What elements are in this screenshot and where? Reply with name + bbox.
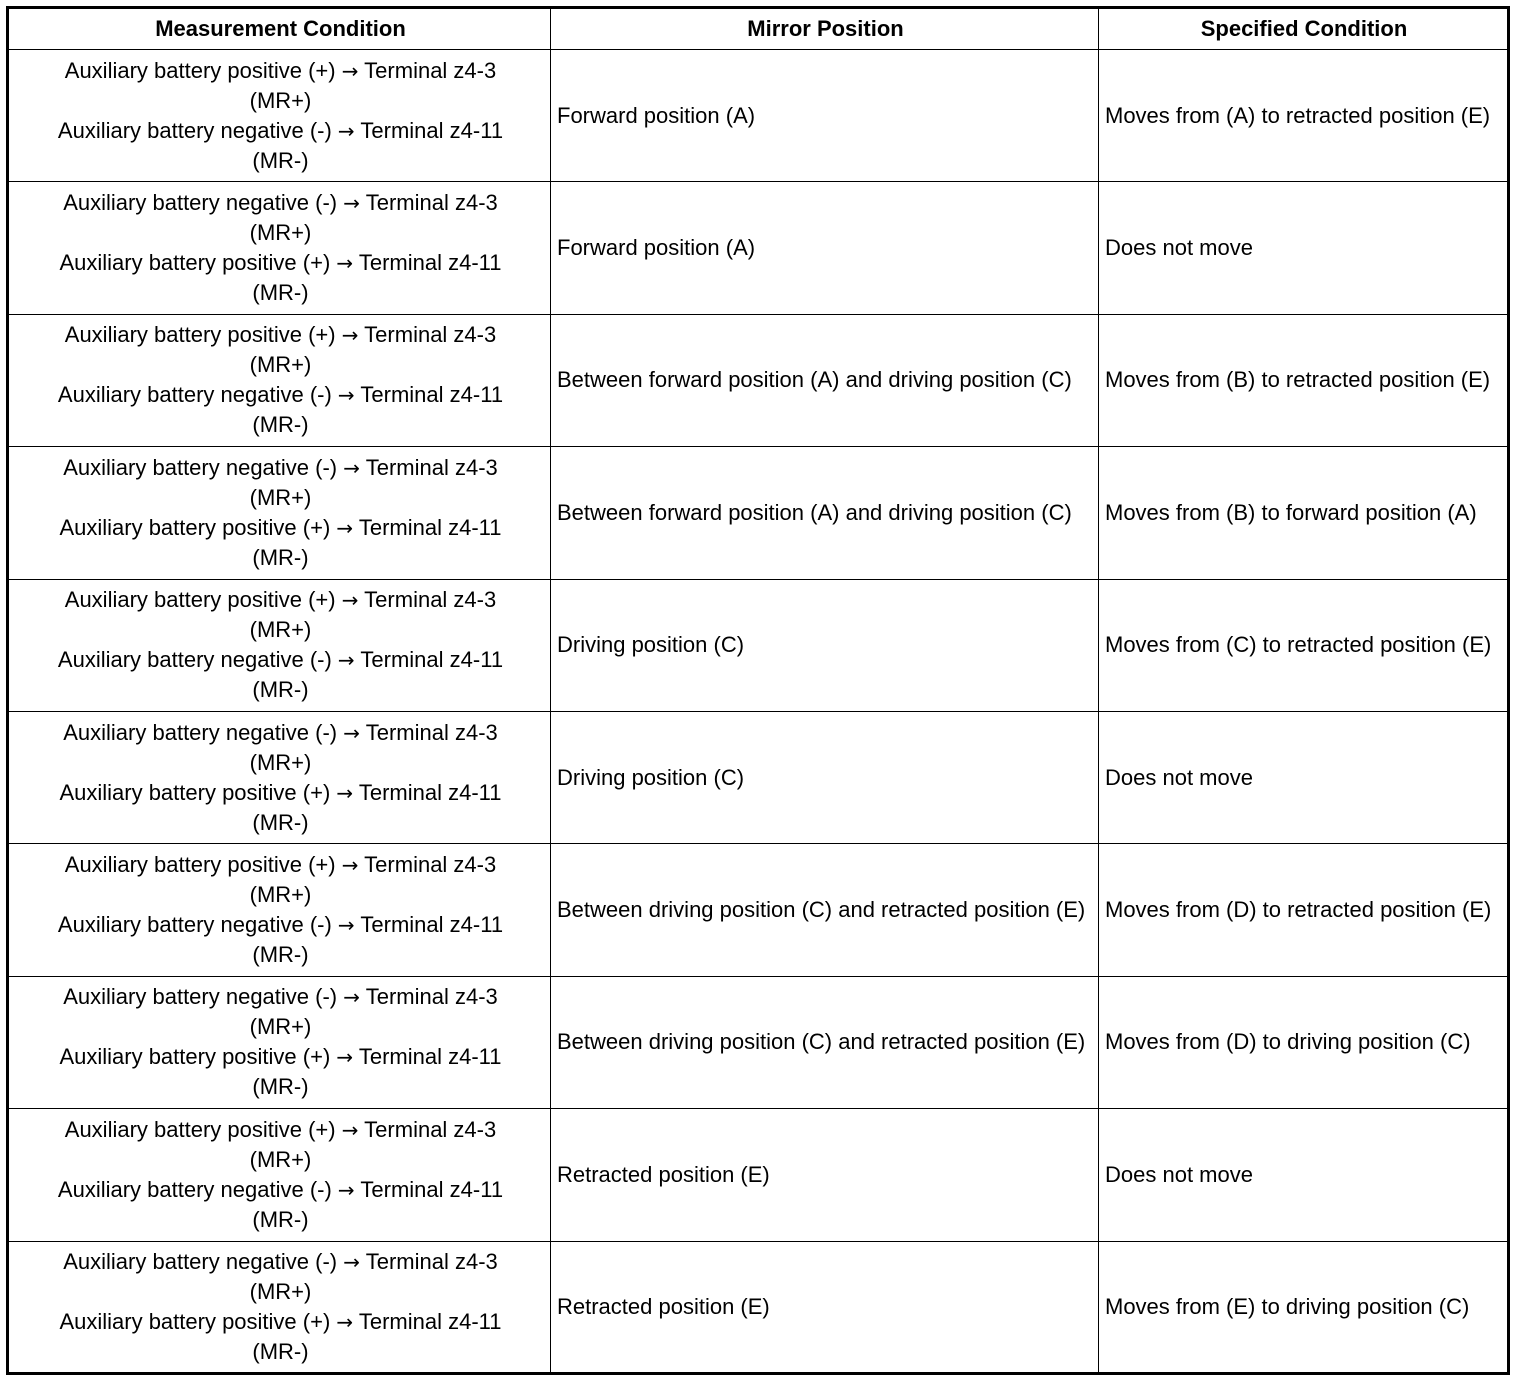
condition-text: Auxiliary battery positive (+) [64,852,342,878]
condition-text: (MR+) [249,484,312,510]
right-arrow-icon: → [341,853,359,878]
condition-line [15,910,546,940]
condition-text: Auxiliary battery negative (-) [63,984,344,1010]
measurement-condition-cell [8,579,551,711]
condition-line [15,1042,546,1072]
specified-condition-cell: Moves from (D) to retracted position (E) [1099,844,1509,976]
measurement-condition-cell [8,976,551,1108]
mirror-position-cell: Driving position (C) [551,579,1099,711]
condition-line [15,1012,546,1042]
right-arrow-icon: → [337,913,355,938]
condition-line [15,982,546,1012]
condition-line [15,278,546,308]
terminal-text: Terminal z4-11 [354,912,504,938]
right-arrow-icon: → [336,1045,354,1070]
condition-text: Auxiliary battery positive (+) [59,779,337,805]
terminal-text: Terminal z4-11 [353,514,502,540]
terminal-text: Terminal z4-3 [360,719,498,745]
condition-text: (MR-) [252,942,309,968]
right-arrow-icon: → [337,648,355,673]
terminal-text: Terminal z4-3 [358,852,497,878]
mirror-position-cell: Retracted position (E) [551,1241,1099,1373]
mirror-position-cell: Forward position (A) [551,50,1099,182]
condition-text: (MR+) [249,1278,312,1304]
condition-text: (MR+) [249,1014,312,1040]
condition-line [15,940,546,970]
condition-line [15,543,546,573]
header-measurement-condition: Measurement Condition [8,8,551,50]
condition-line [15,1205,546,1235]
condition-line [15,1072,546,1102]
right-arrow-icon: → [343,455,360,480]
terminal-text: Terminal z4-11 [353,1044,502,1070]
condition-line [15,1145,546,1175]
condition-line [15,188,546,218]
table-row [8,844,1509,976]
condition-line [15,850,546,880]
right-arrow-icon: → [343,1249,360,1274]
condition-text: Auxiliary battery positive (+) [64,57,342,83]
condition-text: Auxiliary battery negative (-) [57,382,338,408]
condition-text: Auxiliary battery positive (+) [64,587,342,613]
condition-line [15,1175,546,1205]
right-arrow-icon: → [336,251,354,276]
right-arrow-icon: → [337,383,355,408]
table-row [8,314,1509,446]
condition-text: (MR+) [249,352,312,378]
condition-text: Auxiliary battery negative (-) [63,190,344,216]
condition-line [15,1115,546,1145]
right-arrow-icon: → [341,58,359,83]
condition-line [15,116,546,146]
header-row [8,8,1509,50]
condition-text: (MR-) [252,280,309,306]
condition-text: Auxiliary battery negative (-) [57,912,338,938]
condition-text: (MR-) [252,412,309,438]
condition-line [15,380,546,410]
condition-text: Auxiliary battery negative (-) [63,454,344,480]
terminal-text: Terminal z4-3 [358,322,497,348]
condition-text: (MR-) [252,677,309,703]
condition-line [15,1247,546,1277]
right-arrow-icon: → [336,515,354,540]
header-specified-condition: Specified Condition [1099,8,1509,50]
measurement-condition-cell [8,1241,551,1373]
right-arrow-icon: → [341,323,359,348]
condition-line [15,880,546,910]
table-row [8,711,1509,843]
condition-text: Auxiliary battery negative (-) [57,647,338,673]
table-row [8,50,1509,182]
right-arrow-icon: → [343,720,360,745]
specified-condition-cell: Moves from (E) to driving position (C) [1099,1241,1509,1373]
table-row [8,182,1509,314]
condition-line [15,808,546,838]
condition-line [15,1337,546,1367]
specified-condition-cell: Moves from (B) to forward position (A) [1099,447,1509,579]
terminal-text: Terminal z4-3 [360,190,498,216]
condition-text: Auxiliary battery positive (+) [59,1044,337,1070]
terminal-text: Terminal z4-11 [354,647,504,673]
right-arrow-icon: → [336,780,354,805]
condition-text: (MR+) [249,87,312,113]
condition-text: (MR+) [249,617,312,643]
condition-text: (MR-) [252,147,309,173]
terminal-text: Terminal z4-11 [354,1176,504,1202]
terminal-text: Terminal z4-3 [358,587,497,613]
condition-line [15,645,546,675]
right-arrow-icon: → [337,118,355,143]
condition-text: (MR-) [252,1074,309,1100]
condition-line [15,718,546,748]
terminal-text: Terminal z4-11 [354,382,504,408]
condition-line [15,1277,546,1307]
mirror-position-cell: Driving position (C) [551,711,1099,843]
mirror-position-cell: Between driving position (C) and retracted position (E) [551,844,1099,976]
terminal-text: Terminal z4-3 [358,57,497,83]
table-row [8,1109,1509,1241]
condition-line [15,483,546,513]
measurement-condition-cell [8,1109,551,1241]
measurement-condition-cell [8,447,551,579]
condition-line [15,56,546,86]
condition-line [15,615,546,645]
condition-text: (MR-) [252,1338,309,1364]
table-row [8,447,1509,579]
condition-text: Auxiliary battery positive (+) [59,250,337,276]
condition-text: (MR-) [252,1206,309,1232]
mirror-position-cell: Between driving position (C) and retracted position (E) [551,976,1099,1108]
table-row [8,976,1509,1108]
condition-text: Auxiliary battery negative (-) [57,1176,338,1202]
specified-condition-cell: Does not move [1099,182,1509,314]
specified-condition-cell: Moves from (D) to driving position (C) [1099,976,1509,1108]
terminal-text: Terminal z4-3 [358,1116,497,1142]
condition-line [15,350,546,380]
condition-line [15,218,546,248]
header-mirror-position: Mirror Position [551,8,1099,50]
condition-line [15,675,546,705]
table-row [8,579,1509,711]
condition-text: (MR-) [252,544,309,570]
specified-condition-cell: Moves from (C) to retracted position (E) [1099,579,1509,711]
condition-line [15,585,546,615]
specified-condition-cell: Does not move [1099,1109,1509,1241]
condition-text: Auxiliary battery positive (+) [64,1116,342,1142]
right-arrow-icon: → [341,588,359,613]
condition-line [15,248,546,278]
right-arrow-icon: → [341,1117,359,1142]
condition-text: (MR-) [252,809,309,835]
condition-line [15,1307,546,1337]
condition-text: Auxiliary battery positive (+) [64,322,342,348]
terminal-text: Terminal z4-3 [360,1248,498,1274]
specified-condition-cell: Moves from (B) to retracted position (E) [1099,314,1509,446]
table-row [8,1241,1509,1373]
measurement-condition-cell [8,182,551,314]
measurement-condition-cell [8,844,551,976]
condition-line [15,748,546,778]
terminal-text: Terminal z4-11 [353,779,502,805]
terminal-text: Terminal z4-11 [353,1308,502,1334]
right-arrow-icon: → [337,1177,355,1202]
table-body [8,50,1509,1374]
right-arrow-icon: → [343,191,360,216]
mirror-position-cell: Forward position (A) [551,182,1099,314]
condition-text: Auxiliary battery negative (-) [57,117,338,143]
condition-line [15,320,546,350]
condition-line [15,410,546,440]
right-arrow-icon: → [336,1309,354,1334]
condition-line [15,146,546,176]
measurement-condition-cell [8,50,551,182]
terminal-text: Terminal z4-3 [360,454,498,480]
specified-condition-cell: Moves from (A) to retracted position (E) [1099,50,1509,182]
condition-text: Auxiliary battery negative (-) [63,719,344,745]
measurement-condition-cell [8,314,551,446]
mirror-position-cell: Between forward position (A) and driving position (C) [551,447,1099,579]
mirror-position-cell: Retracted position (E) [551,1109,1099,1241]
condition-text: (MR+) [249,882,312,908]
condition-text: (MR+) [249,1146,312,1172]
terminal-text: Terminal z4-11 [354,117,504,143]
condition-text: (MR+) [249,749,312,775]
specified-condition-cell: Does not move [1099,711,1509,843]
right-arrow-icon: → [343,985,360,1010]
condition-line [15,513,546,543]
condition-text: Auxiliary battery positive (+) [59,514,337,540]
specification-table [6,6,1510,1375]
condition-line [15,453,546,483]
condition-line [15,778,546,808]
terminal-text: Terminal z4-11 [353,250,502,276]
condition-line [15,86,546,116]
measurement-condition-cell [8,711,551,843]
condition-text: (MR+) [249,220,312,246]
condition-text: Auxiliary battery negative (-) [63,1248,344,1274]
condition-text: Auxiliary battery positive (+) [59,1308,337,1334]
terminal-text: Terminal z4-3 [360,984,498,1010]
mirror-position-cell: Between forward position (A) and driving position (C) [551,314,1099,446]
